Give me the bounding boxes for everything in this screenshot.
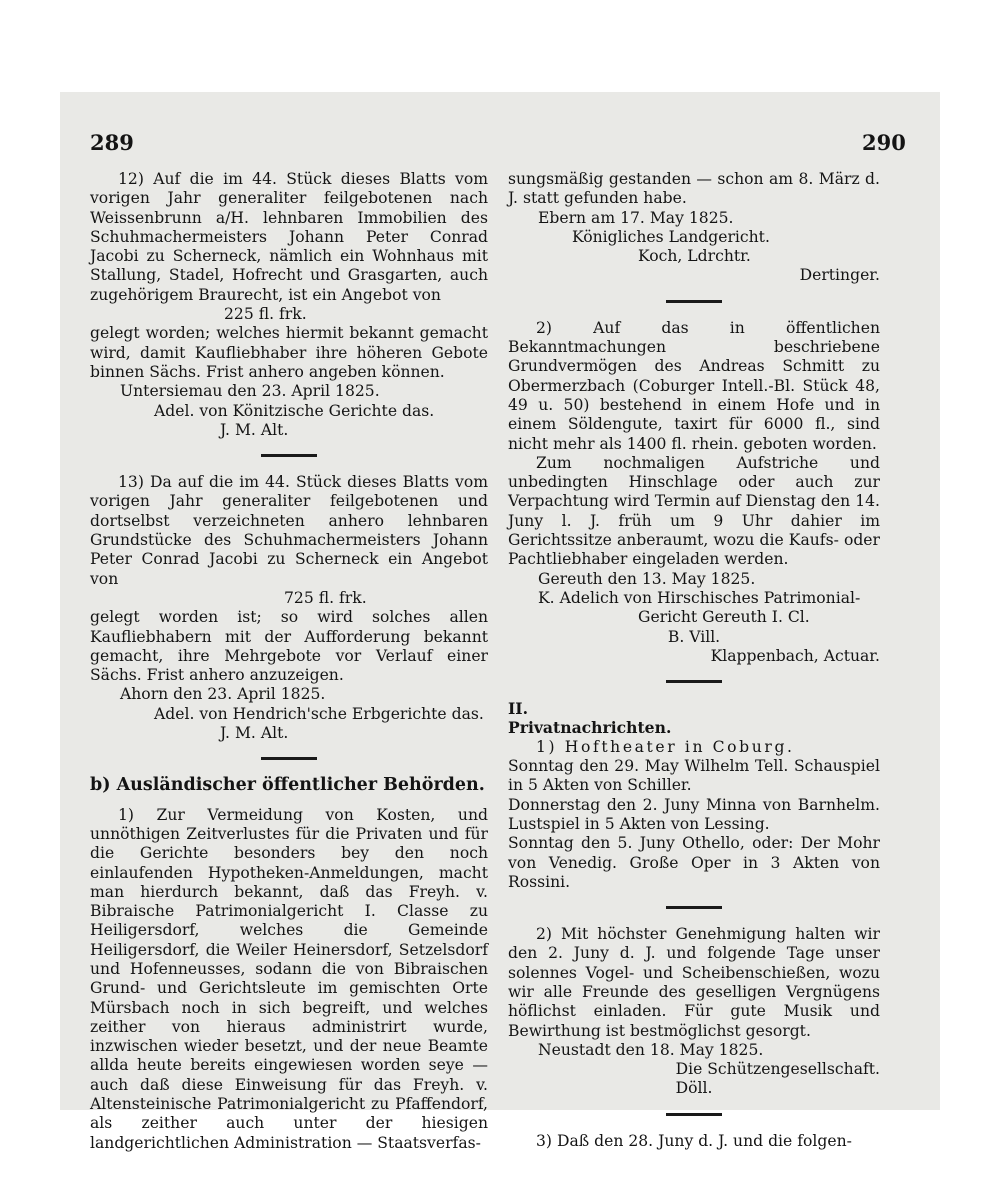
signer-dertinger: Dertinger.: [799, 266, 880, 285]
notice-12-signer: J. M. Alt.: [220, 420, 289, 439]
continuation-text: sungsmäßig gestanden — schon am 8. März d. J. statt gefunden habe.: [508, 170, 880, 208]
section-divider: [261, 454, 317, 457]
shooting-notice-text: 2) Mit höchster Genehmigung halten wir den 2. Juny d. J. und folgende Tage unser solennes Vogel- und Scheibenschießen, wozu wir alle Freunde des geselligen Vergnügens höflichst einladen. Für gute Musik und Bewirthung ist bestmöglichst gesorgt.: [508, 925, 880, 1040]
notice-3-text: 3) Daß den 28. Juny d. J. und die folgen-: [536, 1131, 852, 1150]
notice-13-signature: Adel. von Hendrich'sche Erbgerichte das.: [154, 704, 484, 723]
signature-patrimonialgericht-line2: Gericht Gereuth I. Cl.: [638, 608, 810, 627]
left-column: [90, 170, 488, 1153]
right-page-number: 290: [862, 130, 906, 155]
notice-12-amount: 225 fl. frk.: [224, 305, 307, 324]
dateline-ebern: Ebern am 17. May 1825.: [538, 208, 734, 227]
notice-13-dateline: Ahorn den 23. April 1825.: [120, 685, 326, 704]
theater-line-2: Donnerstag den 2. Juny Minna von Barnhelm. Lustspiel in 5 Akten von Lessing.: [508, 795, 880, 833]
signer-doell: Döll.: [675, 1079, 713, 1098]
notice-13-signer: J. M. Alt.: [220, 724, 289, 743]
notice-b1-text: 1) Zur Vermeidung von Kosten, und unnöthigen Zeitverlustes für die Privaten und für die Gerichte besonders bey den noch einlaufenden Hypotheken-Anmeldungen, macht man hierdurch bekannt, daß das Freyh. v. Bibraische Patrimonialgericht I. Classe zu Heiligersdorf, welches die Gemeinde Heiligersdorf, die Weiler Heinersdorf, Setzelsdorf und Hofenneusses, sodann die von Bibraischen Grund- und Gerichtsleute im gemischten Orte Mürsbach noch in sich begreift, und welches zeither von hieraus administrirt wurde, inzwischen wieder besetzt, und der neue Beamte allda heute bereits eingewiesen worden seye — auch daß diese Einweisung für das Freyh. v. Altensteinische Patrimonialgericht zu Pfaffendorf, als zeither auch unter der hiesigen landgerichtlichen Administration — Staatsverfas-: [90, 805, 488, 1152]
notice-12-dateline: Untersiemau den 23. April 1825.: [120, 382, 380, 401]
notice-12-signature: Adel. von Könitzische Gerichte das.: [154, 401, 435, 420]
notice-13-amount: 725 fl. frk.: [284, 588, 367, 607]
right-column: [508, 170, 880, 1151]
section-divider: [261, 757, 317, 760]
section-divider: [666, 680, 722, 683]
dateline-neustadt: Neustadt den 18. May 1825.: [538, 1040, 764, 1059]
signature-patrimonialgericht: K. Adelich von Hirschisches Patrimonial-: [538, 588, 861, 607]
section-b-heading: b) Ausländischer öffentlicher Behörden.: [90, 775, 485, 796]
notice-13-text-continued: gelegt worden ist; so wird solches allen Kaufliebhabern mit der Aufforderung bekannt gemacht, ihre Mehrgebote vor Verlauf einer Sächs. Frist anhero anzuzeigen.: [90, 608, 488, 685]
section-divider: [666, 300, 722, 303]
signature-landgericht: Königliches Landgericht.: [572, 227, 770, 246]
section-divider: [666, 906, 722, 909]
notice-12-text-continued: gelegt worden; welches hiermit bekannt gemacht wird, damit Kaufliebhaber ihre höheren Gebote binnen Sächs. Frist anhero angeben können.: [90, 324, 488, 381]
notice-12-text: 12) Auf die im 44. Stück dieses Blatts vom vorigen Jahr generaliter feilgebotenen nach Weissenbrunn a/H. lehnbaren Immobilien des Schuhmachermeisters Johann Peter Conrad Jacobi zu Scherneck, nämlich ein Wohnhaus mit Stallung, Stadel, Hofrecht und Grasgarten, auch zugehörigem Braurecht, ist ein Angebot von: [90, 170, 488, 304]
dateline-gereuth: Gereuth den 13. May 1825.: [538, 569, 756, 588]
signature-schuetzengesellschaft: Die Schützengesellschaft.: [675, 1060, 880, 1079]
theater-heading: 1) Hoftheater in Coburg.: [536, 737, 795, 756]
notice-2-text: 2) Auf das in öffentlichen Bekanntmachungen beschriebene Grundvermögen des Andreas Schmitt zu Obermerzbach (Coburger Intell.-Bl. Stück 48, 49 u. 50) bestehend in einem Hofe und in einem Söldengute, taxirt für 6000 fl., sind nicht mehr als 1400 fl. rhein. geboten worden.: [508, 318, 880, 453]
signer-vill: B. Vill.: [667, 627, 721, 646]
signer-klappenbach: Klappenbach, Actuar.: [710, 646, 880, 665]
signer-koch: Koch, Ldrchtr.: [638, 247, 751, 266]
section-ii-numeral: II.: [508, 699, 529, 719]
left-page-number: 289: [90, 130, 134, 155]
theater-line-3: Sonntag den 5. Juny Othello, oder: Der Mohr von Venedig. Große Oper in 3 Akten von Rossini.: [508, 834, 880, 891]
section-ii-title: Privatnachrichten.: [508, 718, 672, 738]
notice-2-text-continued: Zum nochmaligen Aufstriche und unbedingten Hinschlage oder auch zur Verpachtung wird Termin auf Dienstag den 14. Juny l. J. früh um 9 Uhr dahier im Gerichtssitze anberaumt, wozu die Kaufs- oder Pachtliebhaber eingeladen werden.: [508, 453, 880, 569]
section-divider: [666, 1113, 722, 1116]
notice-13-text: 13) Da auf die im 44. Stück dieses Blatts vom vorigen Jahr generaliter feilgebotenen und dortselbst verzeichneten anhero lehnbaren Grundstücke des Schuhmachermeisters Johann Peter Conrad Jacobi zu Scherneck ein Angebot von: [90, 473, 488, 588]
theater-line-1: Sonntag den 29. May Wilhelm Tell. Schauspiel in 5 Akten von Schiller.: [508, 757, 880, 795]
